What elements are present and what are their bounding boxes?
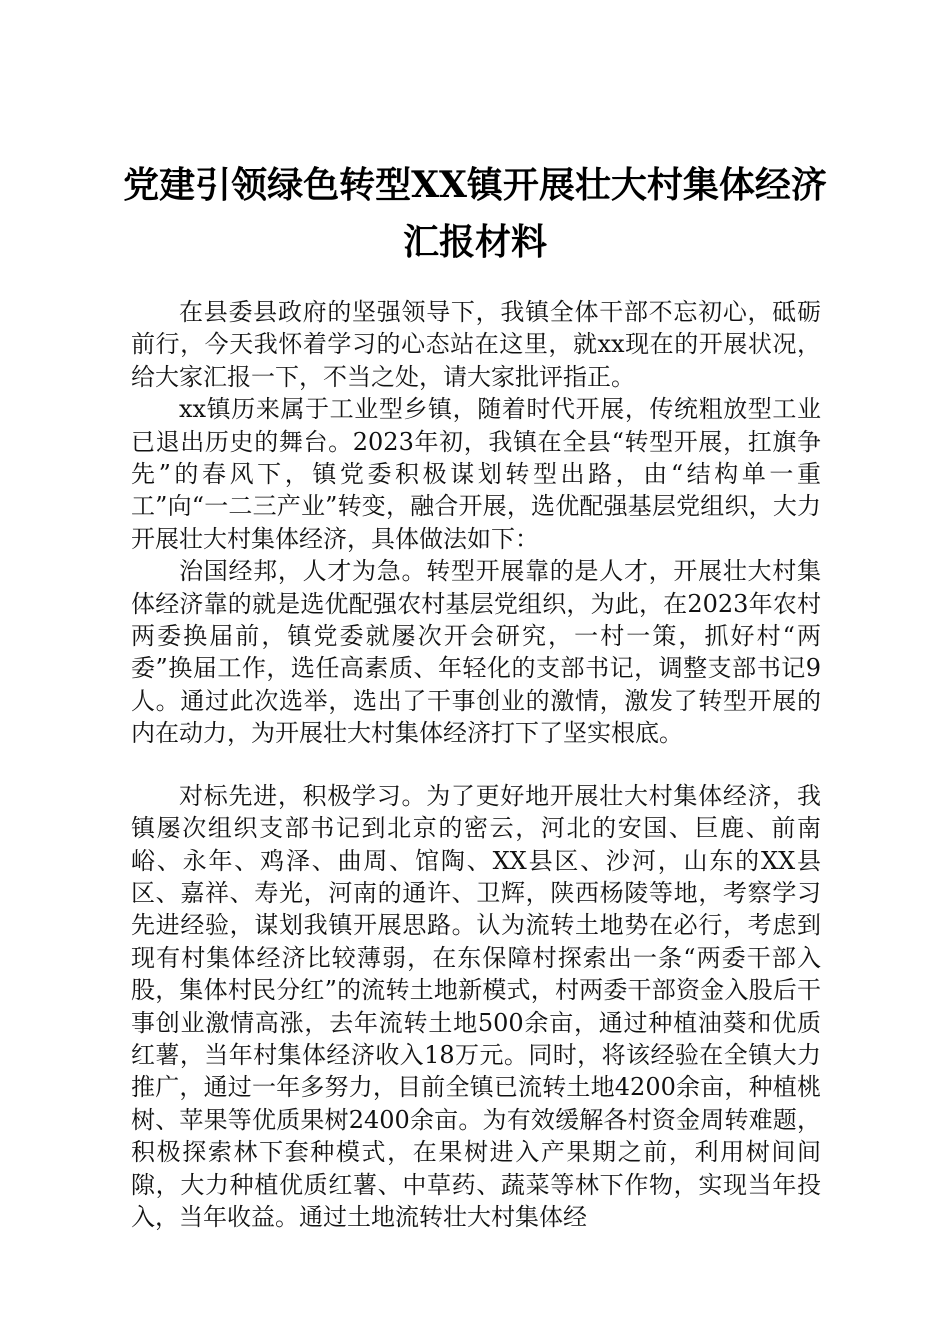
document-title-line-2: 汇报材料: [402, 221, 547, 263]
paragraph-talent: 治国经邦，人才为急。转型开展靠的是人才，开展壮大村集体经济靠的就是选优配强农村基层党组织，为此，在2023年农村两委换届前，镇党委就屡次开会研究，一村一策，抓好村“两委”换届工作，选任高素质、年轻化的支部书记，调整支部书记9人。通过此次选举，选出了干事创业的激情，激发了转型开展的内在动力，为开展壮大村集体经济打下了坚实根底。: [131, 557, 821, 748]
paragraph-benchmark: 对标先进，积极学习。为了更好地开展壮大村集体经济，我镇屡次组织支部书记到北京的密云，河北的安国、巨鹿、前南峪、永年、鸡泽、曲周、馆陶、XX县区、沙河，山东的XX县区、嘉祥、寿光，河南的通许、卫辉，陕西杨陵等地，考察学习先进经验，谋划我镇开展思路。认为流转土地势在必行，考虑到现有村集体经济比较薄弱，在东保障村探索出一条“两委干部入股，集体村民分红”的流转土地新模式，村两委干部资金入股后干事创业激情高涨，去年流转土地500余亩，通过种植油葵和优质红薯，当年村集体经济收入18万元。同时，将该经验在全镇大力推广，通过一年多努力，目前全镇已流转土地4200余亩，种植桃树、苹果等优质果树2400余亩。为有效缓解各村资金周转难题，积极探索林下套种模式，在果树进入产果期之前，利用树间间隙，大力种植优质红薯、中草药、蔬菜等林下作物，实现当年投入，当年收益。通过土地流转壮大村集体经: [131, 781, 821, 1231]
paragraph-gap: [131, 750, 821, 780]
paragraph-intro: 在县委县政府的坚强领导下，我镇全体干部不忘初心，砥砺前行，今天我怀着学习的心态站在这里，就xx现在的开展状况，给大家汇报一下，不当之处，请大家批评指正。: [131, 298, 821, 391]
document-body: [131, 296, 821, 1233]
document-title-line-1: 党建引领绿色转型XX镇开展壮大村集体经济: [123, 164, 827, 206]
paragraph-background: xx镇历来属于工业型乡镇，随着时代开展，传统粗放型工业已退出历史的舞台。2023年初，我镇在全县“转型开展，扛旗争先”的春风下，镇党委积极谋划转型出路，由“结构单一重工”向“一二三产业”转变，融合开展，选优配强基层党组织，大力开展壮大村集体经济，具体做法如下：: [131, 395, 821, 553]
